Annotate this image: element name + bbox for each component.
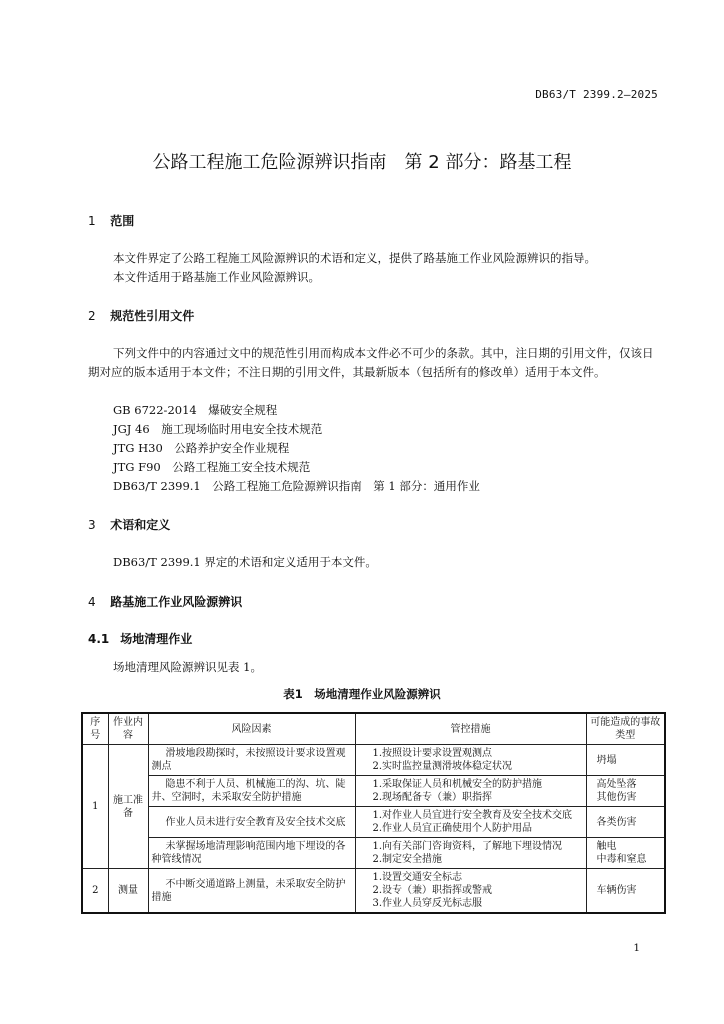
control-measures [355, 776, 586, 807]
risk-factor: 未掌握场地清理影响范围内地下埋设的各种管线情况 [148, 838, 355, 869]
section-number: 2 [88, 309, 96, 323]
measure-item: 2.实时监控量测滑坡体稳定状况 [372, 761, 513, 772]
control-measures [355, 838, 586, 869]
table-body [82, 745, 665, 914]
accident-type: 车辆伤害 [586, 869, 665, 914]
measure-item: 2.现场配备专（兼）职指挥 [372, 792, 493, 803]
table-row [82, 745, 665, 776]
control-measures [355, 745, 586, 776]
header-type: 可能造成的事故类型 [586, 713, 665, 745]
subsection-4-1-heading [88, 630, 192, 647]
section-title: 范围 [110, 214, 135, 228]
header-factor: 风险因素 [148, 713, 355, 745]
measure-item: 1.采取保证人员和机械安全的防护措施 [372, 779, 543, 790]
table-row [82, 776, 665, 807]
section-1-heading [88, 212, 134, 229]
section-2-heading [88, 307, 194, 324]
paragraph: 本文件适用于路基施工作业风险源辨识。 [113, 270, 320, 284]
work-content: 测量 [108, 869, 148, 914]
reference-item: JGJ 46 施工现场临时用电安全技术规范 [113, 422, 323, 436]
table-header-row [82, 713, 665, 745]
reference-item: JTG F90 公路工程施工安全技术规范 [113, 460, 311, 474]
header-content: 作业内容 [108, 713, 148, 745]
accident-type: 坍塌 [586, 745, 665, 776]
page-title: 公路工程施工危险源辨识指南 第 2 部分：路基工程 [152, 152, 572, 173]
work-content: 施工准备 [108, 745, 148, 869]
section-title: 术语和定义 [110, 518, 171, 532]
page-number: 1 [633, 942, 640, 954]
accident-type: 高处坠落 其他伤害 [586, 776, 665, 807]
section-title: 场地清理作业 [120, 632, 193, 646]
measure-item: 1.对作业人员宜进行安全教育及安全技术交底 [372, 810, 573, 821]
risk-factor: 不中断交通道路上测量，未采取安全防护措施 [148, 869, 355, 914]
table-row [82, 869, 665, 914]
measure-item: 3.作业人员穿反光标志服 [372, 898, 483, 909]
table-row [82, 807, 665, 838]
paragraph: 场地清理风险源辨识见表 1。 [113, 660, 262, 674]
reference-item: DB63/T 2399.1 公路工程施工危险源辨识指南 第 1 部分：通用作业 [113, 479, 480, 493]
section-number: 3 [88, 518, 96, 532]
section-title: 路基施工作业风险源辨识 [110, 595, 243, 609]
control-measures [355, 807, 586, 838]
header-no: 序号 [82, 713, 108, 745]
accident-type: 各类伤害 [586, 807, 665, 838]
section-title: 规范性引用文件 [110, 309, 195, 323]
risk-factor: 作业人员未进行安全教育及安全技术交底 [148, 807, 355, 838]
measure-item: 2.作业人员宜正确使用个人防护用品 [372, 823, 533, 834]
paragraph: 本文件界定了公路工程施工风险源辨识的术语和定义，提供了路基施工作业风险源辨识的指导。 [113, 251, 596, 265]
paragraph: 下列文件中的内容通过文中的规范性引用而构成本文件必不可少的条款。其中，注日期的引用文件，仅该日期对应的版本适用于本文件；不注日期的引用文件，其最新版本（包括所有的修改单）适用于本文件。 [88, 346, 654, 379]
measure-item: 2.制定安全措施 [372, 854, 443, 865]
table-row [82, 838, 665, 869]
measure-item: 1.向有关部门咨询资料，了解地下埋设情况 [372, 841, 563, 852]
header-measure: 管控措施 [355, 713, 586, 745]
row-number: 2 [82, 869, 108, 914]
paragraph: DB63/T 2399.1 界定的术语和定义适用于本文件。 [113, 555, 377, 569]
table-caption: 表1 场地清理作业风险源辨识 [283, 687, 441, 701]
risk-factor: 滑坡地段勘探时，未按照设计要求设置观测点 [148, 745, 355, 776]
measure-item: 1.设置交通安全标志 [372, 872, 463, 883]
section-number: 4.1 [88, 632, 110, 646]
reference-item: JTG H30 公路养护安全作业规程 [113, 441, 290, 455]
reference-item: GB 6722-2014 爆破安全规程 [113, 403, 278, 417]
document-number: DB63/T 2399.2—2025 [535, 88, 658, 101]
control-measures [355, 869, 586, 914]
measure-item: 1.按照设计要求设置观测点 [372, 748, 493, 759]
section-number: 1 [88, 214, 96, 228]
risk-table [81, 712, 666, 914]
risk-factor: 隐患不利于人员、机械施工的沟、坑、陡井、空洞时，未采取安全防护措施 [148, 776, 355, 807]
measure-item: 2.设专（兼）职指挥或警戒 [372, 885, 493, 896]
row-number: 1 [82, 745, 108, 869]
section-4-heading [88, 593, 242, 610]
section-3-heading [88, 516, 170, 533]
section-number: 4 [88, 595, 96, 609]
accident-type: 触电 中毒和窒息 [586, 838, 665, 869]
